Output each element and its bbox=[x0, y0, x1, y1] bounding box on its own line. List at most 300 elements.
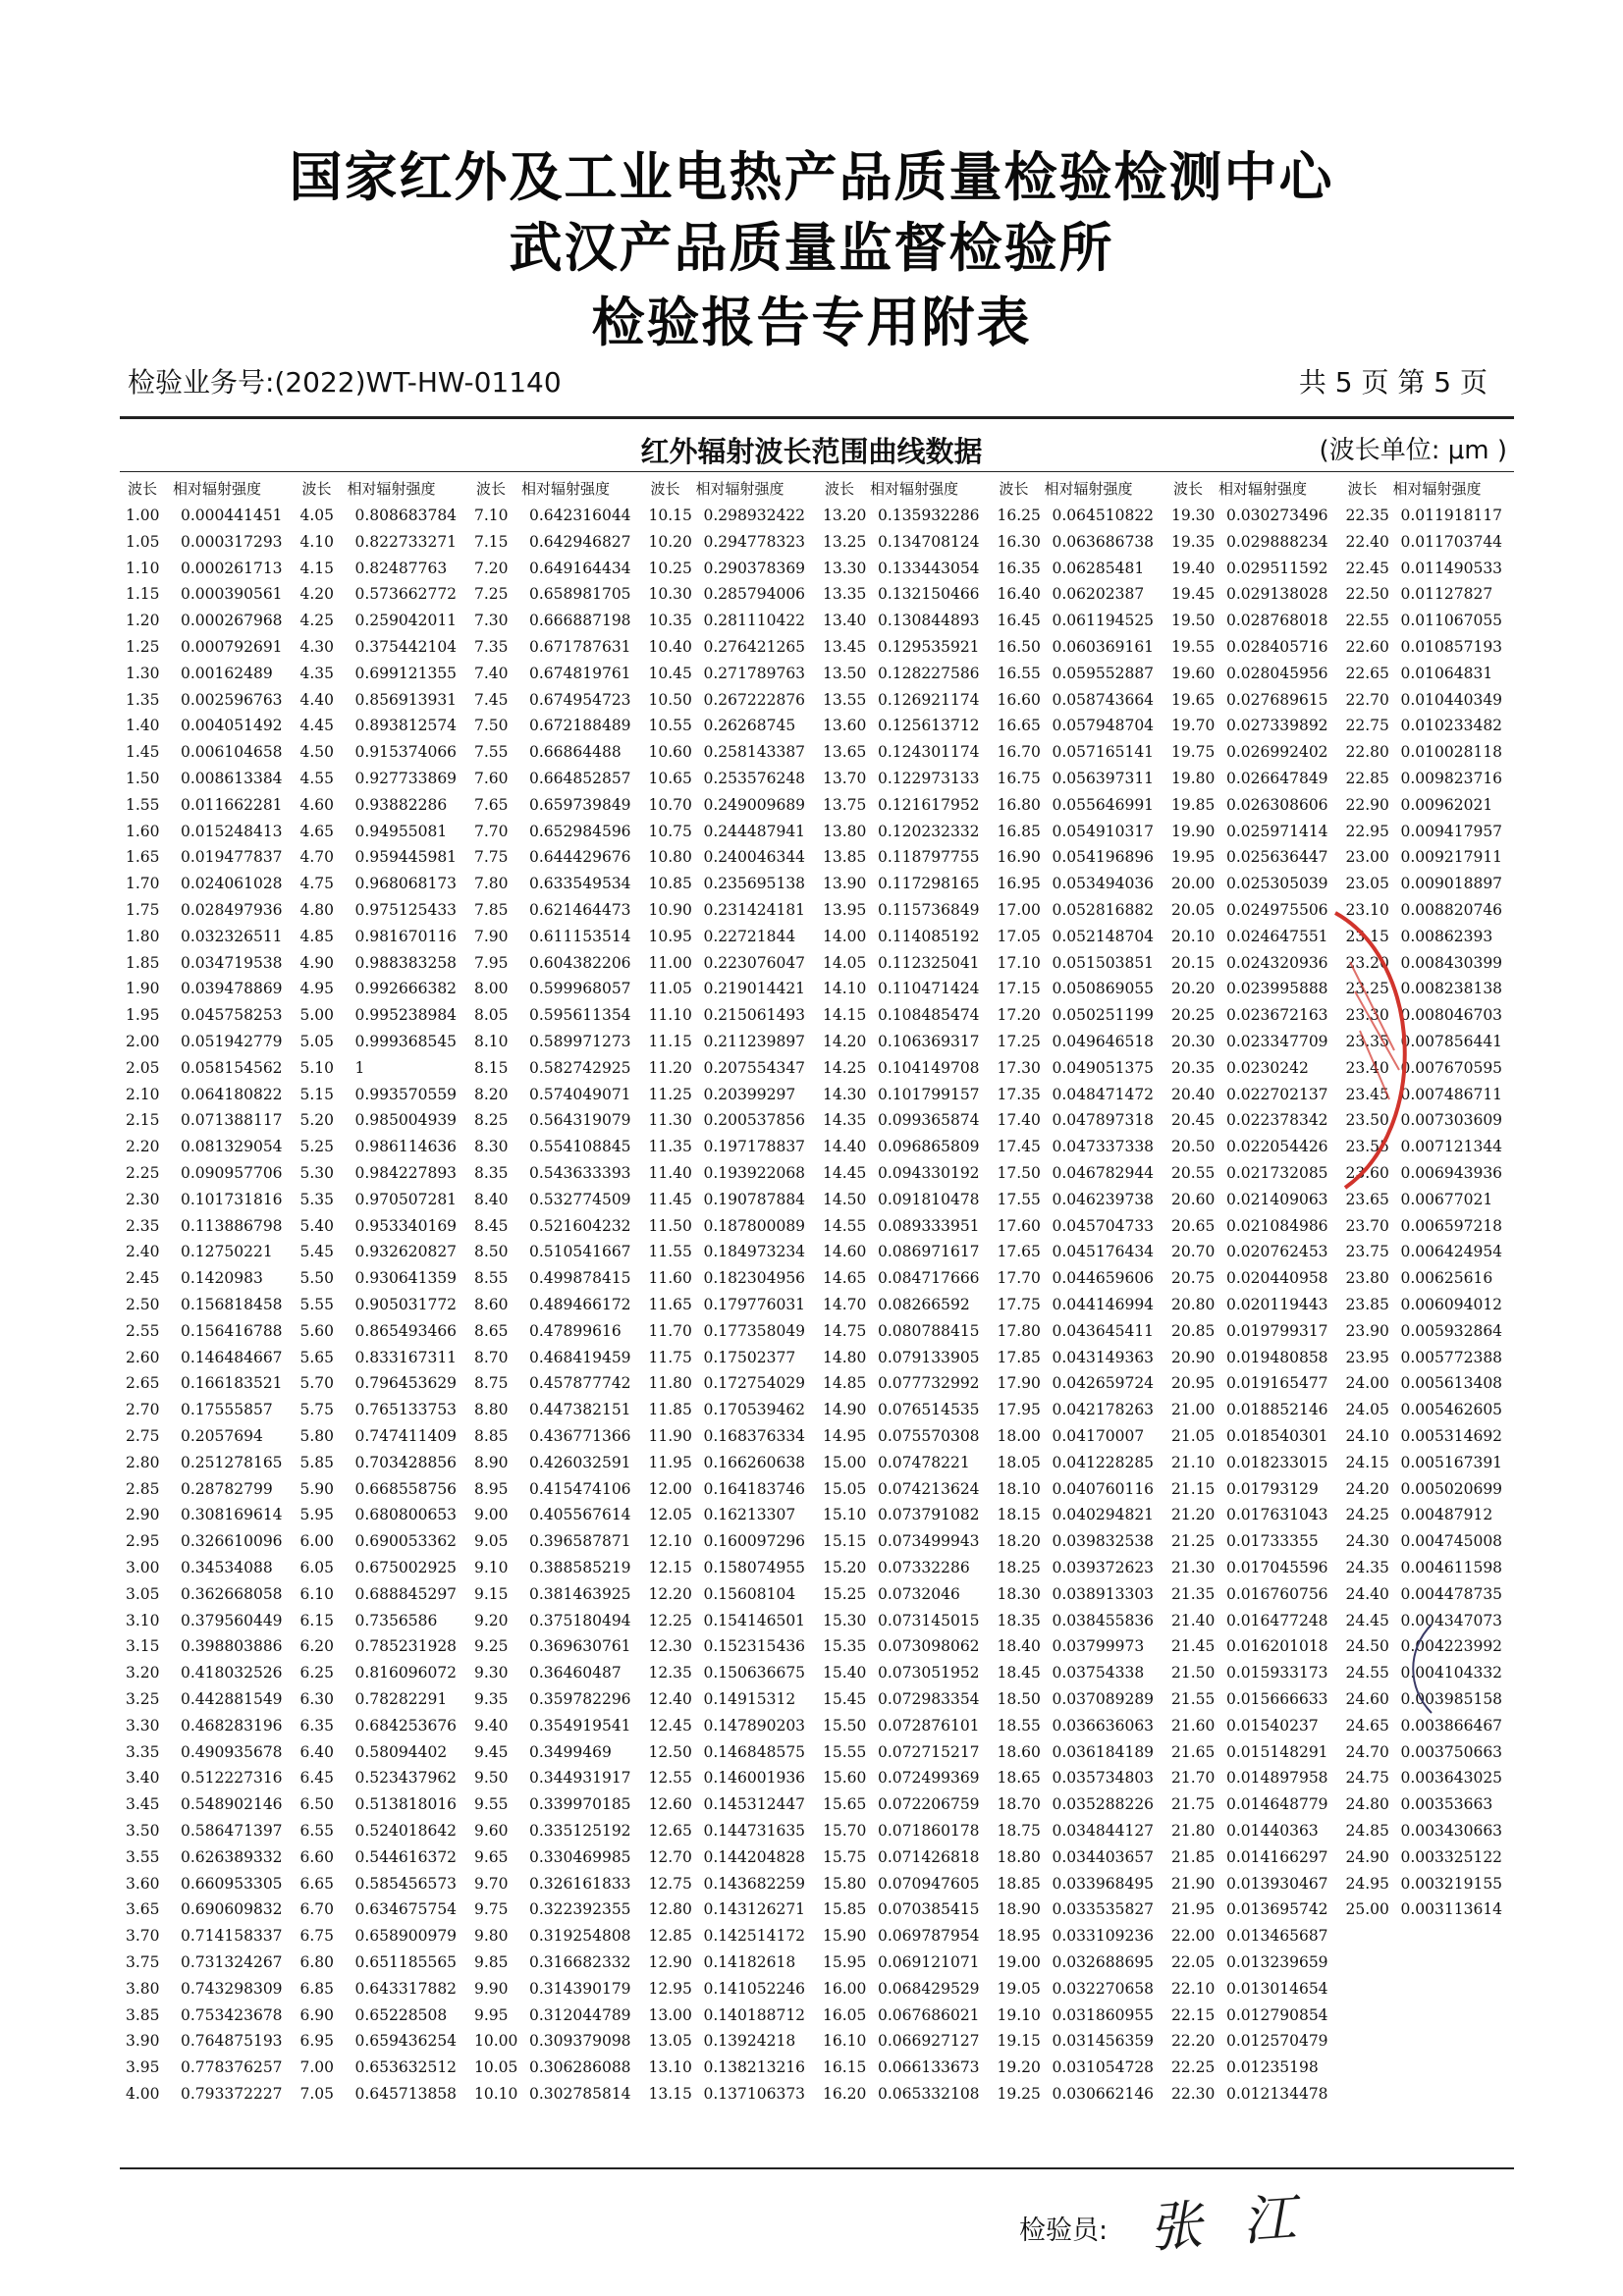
intensity-value: 0.524018642 bbox=[354, 1822, 458, 1840]
table-row bbox=[817, 1559, 992, 1585]
intensity-value: 0.668558756 bbox=[354, 1479, 458, 1498]
table-row bbox=[468, 1243, 643, 1269]
intensity-value: 0.932620827 bbox=[354, 1243, 458, 1261]
wavelength-value: 3.40 bbox=[126, 1769, 160, 1788]
bottom-rule bbox=[120, 2167, 1514, 2169]
wavelength-value: 8.15 bbox=[474, 1058, 509, 1077]
table-row bbox=[643, 1875, 818, 1901]
wavelength-value: 11.20 bbox=[648, 1058, 692, 1077]
table-row bbox=[295, 1059, 469, 1086]
table-column bbox=[468, 475, 643, 2165]
intensity-value: 0.808683784 bbox=[354, 507, 458, 524]
wavelength-value: 24.25 bbox=[1345, 1506, 1389, 1524]
intensity-value: 0.975125433 bbox=[354, 901, 458, 919]
table-row bbox=[992, 665, 1166, 691]
intensity-value: 0.523437962 bbox=[354, 1769, 458, 1788]
wavelength-value: 2.40 bbox=[126, 1243, 160, 1261]
wavelength-value: 20.95 bbox=[1171, 1374, 1216, 1393]
intensity-value: 0.968068173 bbox=[354, 875, 458, 893]
table-row bbox=[992, 1269, 1166, 1296]
table-row bbox=[1340, 875, 1515, 901]
wavelength-value: 1.75 bbox=[126, 901, 160, 919]
intensity-value: 0.019165477 bbox=[1226, 1374, 1328, 1393]
intensity-value: 0.675002925 bbox=[354, 1559, 458, 1576]
intensity-value: 0.743298309 bbox=[181, 1979, 283, 1998]
wavelength-value: 1.05 bbox=[126, 532, 160, 551]
intensity-value: 0.022378342 bbox=[1226, 1111, 1328, 1130]
wavelength-value: 7.70 bbox=[474, 822, 509, 840]
table-row bbox=[992, 1349, 1166, 1375]
intensity-value: 0.621464473 bbox=[529, 901, 631, 919]
wavelength-value: 2.65 bbox=[126, 1374, 160, 1393]
intensity-value: 0.054196896 bbox=[1052, 848, 1155, 867]
table-row bbox=[120, 1795, 295, 1822]
intensity-value: 0.152315436 bbox=[703, 1637, 806, 1656]
table-row bbox=[817, 1848, 992, 1875]
wavelength-value: 11.95 bbox=[648, 1453, 692, 1471]
table-row bbox=[992, 1822, 1166, 1848]
intensity-value: 0.025971414 bbox=[1226, 822, 1328, 840]
table-row bbox=[1165, 1427, 1340, 1454]
intensity-value: 0.090957706 bbox=[181, 1164, 283, 1182]
intensity-value: 0.045176434 bbox=[1052, 1243, 1155, 1261]
table-row bbox=[1165, 1900, 1340, 1927]
intensity-value: 0.047897318 bbox=[1052, 1111, 1155, 1130]
table-row bbox=[295, 1322, 469, 1349]
wavelength-value: 20.30 bbox=[1171, 1033, 1216, 1050]
wavelength-value: 10.30 bbox=[648, 585, 692, 604]
wavelength-value: 2.80 bbox=[126, 1453, 160, 1471]
wavelength-value: 8.60 bbox=[474, 1296, 509, 1313]
wavelength-value: 19.80 bbox=[1171, 770, 1216, 787]
table-row bbox=[1165, 1086, 1340, 1112]
wavelength-value: 14.85 bbox=[823, 1374, 867, 1393]
intensity-value: 0.144731635 bbox=[703, 1822, 806, 1840]
intensity-value: 0.156818458 bbox=[181, 1296, 283, 1313]
wavelength-value: 24.70 bbox=[1345, 1742, 1389, 1761]
table-row bbox=[468, 1296, 643, 1322]
table-row bbox=[1340, 1296, 1515, 1322]
wavelength-value: 19.65 bbox=[1171, 690, 1216, 709]
wavelength-value: 14.65 bbox=[823, 1269, 867, 1288]
table-row bbox=[1165, 1401, 1340, 1427]
header-relative-intensity: 相对辐射强度 bbox=[173, 480, 262, 498]
table-row bbox=[643, 2032, 818, 2058]
table-row bbox=[295, 1953, 469, 1980]
intensity-value: 0.029511592 bbox=[1226, 559, 1328, 577]
intensity-value: 0.007670595 bbox=[1400, 1058, 1503, 1077]
intensity-value: 0.164183746 bbox=[703, 1479, 806, 1498]
intensity-value: 0.026992402 bbox=[1226, 743, 1328, 762]
table-row bbox=[1165, 507, 1340, 533]
table-row bbox=[817, 1086, 992, 1112]
wavelength-value: 9.55 bbox=[474, 1795, 509, 1814]
wavelength-value: 13.40 bbox=[823, 612, 867, 630]
table-row bbox=[643, 848, 818, 875]
intensity-value: 0.000267968 bbox=[181, 612, 283, 630]
intensity-value: 0.564319079 bbox=[529, 1111, 631, 1130]
wavelength-value: 13.20 bbox=[823, 507, 867, 524]
table-row bbox=[992, 2032, 1166, 2058]
table-row bbox=[643, 1532, 818, 1559]
wavelength-value: 14.70 bbox=[823, 1296, 867, 1313]
wavelength-value: 12.85 bbox=[648, 1927, 692, 1946]
wavelength-value: 5.60 bbox=[299, 1321, 335, 1340]
wavelength-value: 5.85 bbox=[299, 1453, 335, 1471]
table-row bbox=[817, 1795, 992, 1822]
table-row bbox=[120, 1559, 295, 1585]
intensity-value: 0.1420983 bbox=[181, 1269, 263, 1288]
wavelength-value: 11.55 bbox=[648, 1243, 692, 1261]
intensity-value: 0.003113614 bbox=[1400, 1900, 1503, 1919]
table-row bbox=[295, 1191, 469, 1217]
intensity-value: 0.381463925 bbox=[529, 1584, 631, 1603]
intensity-value: 0.0732046 bbox=[878, 1584, 960, 1603]
top-rule bbox=[120, 416, 1514, 419]
wavelength-value: 7.15 bbox=[474, 532, 509, 551]
wavelength-value: 13.95 bbox=[823, 901, 867, 919]
wavelength-value: 15.10 bbox=[823, 1506, 867, 1524]
intensity-value: 0.396587871 bbox=[529, 1532, 631, 1551]
intensity-value: 0.018852146 bbox=[1226, 1401, 1328, 1419]
intensity-value: 0.015666633 bbox=[1226, 1690, 1328, 1708]
intensity-value: 0.014897958 bbox=[1226, 1769, 1328, 1788]
intensity-value: 0.240046344 bbox=[703, 848, 806, 867]
intensity-value: 0.521604232 bbox=[529, 1216, 631, 1235]
table-row bbox=[295, 770, 469, 796]
wavelength-value: 19.40 bbox=[1171, 559, 1216, 577]
intensity-value: 0.000792691 bbox=[181, 638, 283, 656]
wavelength-value: 20.80 bbox=[1171, 1296, 1216, 1313]
table-row bbox=[817, 823, 992, 849]
intensity-value: 0.008613384 bbox=[181, 770, 283, 787]
table-row bbox=[120, 638, 295, 665]
table-row bbox=[643, 507, 818, 533]
table-row bbox=[817, 796, 992, 823]
intensity-value: 0.033535827 bbox=[1052, 1900, 1155, 1919]
intensity-value: 0.17502377 bbox=[703, 1348, 796, 1366]
wavelength-value: 19.10 bbox=[997, 2005, 1041, 2024]
header-relative-intensity: 相对辐射强度 bbox=[1044, 480, 1133, 498]
wavelength-value: 20.60 bbox=[1171, 1190, 1216, 1208]
table-row bbox=[643, 1059, 818, 1086]
business-number: 检验业务号:(2022)WT-HW-01140 bbox=[128, 366, 562, 399]
intensity-value: 0.986114636 bbox=[354, 1138, 458, 1156]
wavelength-value: 10.55 bbox=[648, 717, 692, 735]
table-row bbox=[1340, 1269, 1515, 1296]
table-row bbox=[643, 980, 818, 1006]
intensity-value: 0.244487941 bbox=[703, 822, 806, 840]
intensity-value: 0.7356586 bbox=[354, 1611, 438, 1629]
intensity-value: 0.028405716 bbox=[1226, 638, 1328, 656]
table-row bbox=[992, 1900, 1166, 1927]
intensity-value: 0.816096072 bbox=[354, 1664, 458, 1682]
inspector-label: 检验员: bbox=[1019, 2216, 1109, 2246]
intensity-value: 0.544616372 bbox=[354, 1847, 458, 1866]
intensity-value: 0.14182618 bbox=[703, 1953, 796, 1971]
wavelength-value: 2.60 bbox=[126, 1348, 160, 1366]
intensity-value: 0.003866467 bbox=[1400, 1716, 1503, 1735]
intensity-value: 0.003750663 bbox=[1400, 1742, 1503, 1761]
intensity-value: 0.036184189 bbox=[1052, 1742, 1155, 1761]
table-row bbox=[468, 1086, 643, 1112]
intensity-value: 0.599968057 bbox=[529, 980, 631, 998]
wavelength-value: 11.80 bbox=[648, 1374, 692, 1393]
intensity-value: 0.415474106 bbox=[529, 1479, 631, 1498]
table-row bbox=[1165, 1164, 1340, 1191]
intensity-value: 0.056397311 bbox=[1052, 770, 1155, 787]
wavelength-value: 2.00 bbox=[126, 1033, 160, 1050]
table-row bbox=[643, 1269, 818, 1296]
wavelength-value: 5.70 bbox=[299, 1374, 335, 1393]
table-row bbox=[1165, 1296, 1340, 1322]
intensity-value: 0.003325122 bbox=[1400, 1847, 1503, 1866]
table-row bbox=[295, 1612, 469, 1638]
table-row bbox=[468, 875, 643, 901]
wavelength-value: 18.90 bbox=[997, 1900, 1041, 1919]
intensity-value: 0.00162489 bbox=[181, 664, 273, 682]
table-row bbox=[1340, 796, 1515, 823]
table-row bbox=[295, 1795, 469, 1822]
table-row bbox=[1165, 585, 1340, 612]
table-row bbox=[120, 1875, 295, 1901]
wavelength-value: 9.45 bbox=[474, 1742, 509, 1761]
table-row bbox=[1165, 1690, 1340, 1717]
intensity-value: 0.113886798 bbox=[181, 1216, 283, 1235]
intensity-value: 0.065332108 bbox=[878, 2085, 980, 2103]
table-row bbox=[643, 901, 818, 928]
table-row bbox=[1165, 1585, 1340, 1612]
intensity-value: 0.156416788 bbox=[181, 1321, 283, 1340]
table-row bbox=[468, 1401, 643, 1427]
intensity-value: 0.020440958 bbox=[1226, 1269, 1328, 1288]
table-row bbox=[1165, 1191, 1340, 1217]
table-row bbox=[643, 2006, 818, 2033]
wavelength-value: 8.10 bbox=[474, 1033, 509, 1050]
table-row bbox=[120, 954, 295, 981]
wavelength-value: 23.70 bbox=[1345, 1216, 1389, 1235]
intensity-value: 0.080788415 bbox=[878, 1321, 980, 1340]
table-row bbox=[120, 1506, 295, 1532]
wavelength-value: 6.10 bbox=[299, 1584, 335, 1603]
intensity-value: 0.34534088 bbox=[181, 1559, 273, 1576]
intensity-value: 0.073145015 bbox=[878, 1611, 980, 1629]
header-wavelength: 波长 bbox=[301, 480, 332, 498]
intensity-value: 0.014166297 bbox=[1226, 1847, 1328, 1866]
intensity-value: 0.021409063 bbox=[1226, 1190, 1328, 1208]
wavelength-value: 18.25 bbox=[997, 1559, 1041, 1576]
table-row bbox=[643, 1612, 818, 1638]
wavelength-value: 12.55 bbox=[648, 1769, 692, 1788]
table-row bbox=[120, 1848, 295, 1875]
intensity-value: 0.120232332 bbox=[878, 822, 980, 840]
column-header bbox=[120, 478, 295, 502]
table-row bbox=[1340, 1349, 1515, 1375]
wavelength-value: 8.35 bbox=[474, 1164, 509, 1182]
wavelength-value: 20.15 bbox=[1171, 953, 1216, 972]
intensity-value: 0.027339892 bbox=[1226, 717, 1328, 735]
wavelength-value: 7.65 bbox=[474, 795, 509, 814]
intensity-value: 0.690053362 bbox=[354, 1532, 458, 1551]
table-row bbox=[992, 928, 1166, 954]
wavelength-value: 5.30 bbox=[299, 1164, 335, 1182]
table-row bbox=[295, 2085, 469, 2111]
wavelength-value: 17.35 bbox=[997, 1085, 1041, 1103]
wavelength-value: 24.40 bbox=[1345, 1584, 1389, 1603]
table-row bbox=[992, 1111, 1166, 1138]
wavelength-value: 9.85 bbox=[474, 1953, 509, 1971]
wavelength-value: 16.65 bbox=[997, 717, 1041, 735]
table-row bbox=[1165, 770, 1340, 796]
table-row bbox=[992, 743, 1166, 770]
table-row bbox=[295, 1559, 469, 1585]
table-row bbox=[992, 796, 1166, 823]
wavelength-value: 18.70 bbox=[997, 1795, 1041, 1814]
intensity-value: 0.017631043 bbox=[1226, 1506, 1328, 1524]
intensity-value: 0.652984596 bbox=[529, 822, 631, 840]
table-row bbox=[643, 2058, 818, 2085]
table-row bbox=[1340, 1532, 1515, 1559]
intensity-value: 0.513818016 bbox=[354, 1795, 458, 1814]
wavelength-value: 6.15 bbox=[299, 1611, 335, 1629]
table-row bbox=[295, 1401, 469, 1427]
wavelength-value: 6.70 bbox=[299, 1900, 335, 1919]
table-row bbox=[1165, 1822, 1340, 1848]
table-row bbox=[295, 1243, 469, 1269]
table-row bbox=[295, 901, 469, 928]
wavelength-value: 10.40 bbox=[648, 638, 692, 656]
table-row bbox=[295, 796, 469, 823]
wavelength-value: 9.60 bbox=[474, 1822, 509, 1840]
intensity-value: 0.005932864 bbox=[1400, 1321, 1503, 1340]
table-row bbox=[295, 1506, 469, 1532]
wavelength-value: 10.15 bbox=[648, 507, 692, 524]
table-row bbox=[1165, 901, 1340, 928]
intensity-value: 0.339970185 bbox=[529, 1795, 631, 1814]
table-row bbox=[295, 1585, 469, 1612]
wavelength-value: 24.20 bbox=[1345, 1479, 1389, 1498]
intensity-value: 0.038455836 bbox=[1052, 1611, 1155, 1629]
table-row bbox=[992, 1480, 1166, 1507]
intensity-value: 0.031054728 bbox=[1052, 2058, 1155, 2077]
intensity-value: 0.660953305 bbox=[181, 1874, 283, 1893]
table-row bbox=[1340, 1822, 1515, 1848]
intensity-value: 0.993570559 bbox=[354, 1085, 458, 1103]
table-row bbox=[295, 1138, 469, 1164]
wavelength-value: 12.50 bbox=[648, 1742, 692, 1761]
intensity-value: 0.114085192 bbox=[878, 927, 980, 945]
table-row bbox=[1165, 796, 1340, 823]
table-row bbox=[992, 1243, 1166, 1269]
table-row bbox=[643, 717, 818, 743]
table-row bbox=[1340, 1480, 1515, 1507]
wavelength-value: 22.80 bbox=[1345, 743, 1389, 762]
intensity-value: 0.985004939 bbox=[354, 1111, 458, 1130]
intensity-value: 0.015248413 bbox=[181, 822, 283, 840]
table-row bbox=[992, 1059, 1166, 1086]
header-line-1: 国家红外及工业电热产品质量检验检测中心 bbox=[289, 146, 1334, 208]
wavelength-value: 14.05 bbox=[823, 953, 867, 972]
table-row bbox=[120, 1374, 295, 1401]
intensity-value: 0.314390179 bbox=[529, 1979, 631, 1998]
wavelength-value: 2.90 bbox=[126, 1506, 160, 1524]
intensity-value: 0.012570479 bbox=[1226, 2032, 1328, 2051]
wavelength-value: 13.55 bbox=[823, 690, 867, 709]
wavelength-value: 1.50 bbox=[126, 770, 160, 787]
wavelength-value: 17.55 bbox=[997, 1190, 1041, 1208]
wavelength-value: 19.25 bbox=[997, 2085, 1041, 2103]
wavelength-value: 3.10 bbox=[126, 1611, 160, 1629]
intensity-value: 0.354919541 bbox=[529, 1716, 631, 1735]
intensity-value: 0.664852857 bbox=[529, 770, 631, 787]
intensity-value: 0.073791082 bbox=[878, 1506, 980, 1524]
table-row bbox=[295, 1349, 469, 1375]
intensity-value: 0.034719538 bbox=[181, 953, 283, 972]
intensity-value: 0.011918117 bbox=[1400, 507, 1503, 524]
intensity-value: 0.78282291 bbox=[354, 1690, 448, 1708]
intensity-value: 0.436771366 bbox=[529, 1427, 631, 1445]
intensity-value: 0.319254808 bbox=[529, 1927, 631, 1946]
table-row bbox=[1165, 928, 1340, 954]
table-row bbox=[1340, 1454, 1515, 1480]
intensity-value: 0.071388117 bbox=[181, 1111, 283, 1130]
table-title: 红外辐射波长范围曲线数据 bbox=[640, 435, 983, 468]
intensity-value: 0.064180822 bbox=[181, 1085, 283, 1103]
column-header bbox=[468, 478, 643, 502]
wavelength-value: 15.65 bbox=[823, 1795, 867, 1814]
intensity-value: 0.122973133 bbox=[878, 770, 980, 787]
intensity-value: 0.057165141 bbox=[1052, 743, 1155, 762]
table-row bbox=[295, 1296, 469, 1322]
intensity-value: 0.3499469 bbox=[529, 1742, 612, 1761]
wavelength-value: 24.35 bbox=[1345, 1559, 1389, 1576]
table-row bbox=[643, 1690, 818, 1717]
table-row bbox=[295, 717, 469, 743]
table-row bbox=[295, 928, 469, 954]
intensity-value: 0.009018897 bbox=[1400, 875, 1503, 893]
wavelength-value: 16.85 bbox=[997, 822, 1041, 840]
intensity-value: 0.17555857 bbox=[181, 1401, 273, 1419]
wavelength-value: 18.40 bbox=[997, 1637, 1041, 1656]
wavelength-value: 16.40 bbox=[997, 585, 1041, 604]
wavelength-value: 15.70 bbox=[823, 1822, 867, 1840]
intensity-value: 0.029888234 bbox=[1226, 532, 1328, 551]
wavelength-value: 24.30 bbox=[1345, 1532, 1389, 1551]
wavelength-value: 14.20 bbox=[823, 1033, 867, 1050]
wavelength-value: 17.75 bbox=[997, 1296, 1041, 1313]
data-table bbox=[120, 475, 1514, 2165]
table-row bbox=[643, 1822, 818, 1848]
table-row bbox=[468, 848, 643, 875]
intensity-value: 0.00862393 bbox=[1400, 927, 1493, 945]
intensity-value: 0.004051492 bbox=[181, 717, 283, 735]
intensity-value: 0.200537856 bbox=[703, 1111, 806, 1130]
table-column bbox=[295, 475, 469, 2165]
wavelength-value: 10.80 bbox=[648, 848, 692, 867]
intensity-value: 0.004104332 bbox=[1400, 1664, 1503, 1682]
intensity-value: 0.22721844 bbox=[703, 927, 796, 945]
wavelength-value: 11.10 bbox=[648, 1006, 692, 1025]
table-row bbox=[468, 928, 643, 954]
intensity-value: 0.044146994 bbox=[1052, 1296, 1155, 1313]
wavelength-value: 1.65 bbox=[126, 848, 160, 867]
intensity-value: 1 bbox=[354, 1058, 365, 1077]
intensity-value: 0.045704733 bbox=[1052, 1216, 1155, 1235]
wavelength-value: 3.75 bbox=[126, 1953, 160, 1971]
intensity-value: 0.070947605 bbox=[878, 1874, 980, 1893]
wavelength-value: 5.90 bbox=[299, 1479, 335, 1498]
table-row bbox=[992, 1953, 1166, 1980]
